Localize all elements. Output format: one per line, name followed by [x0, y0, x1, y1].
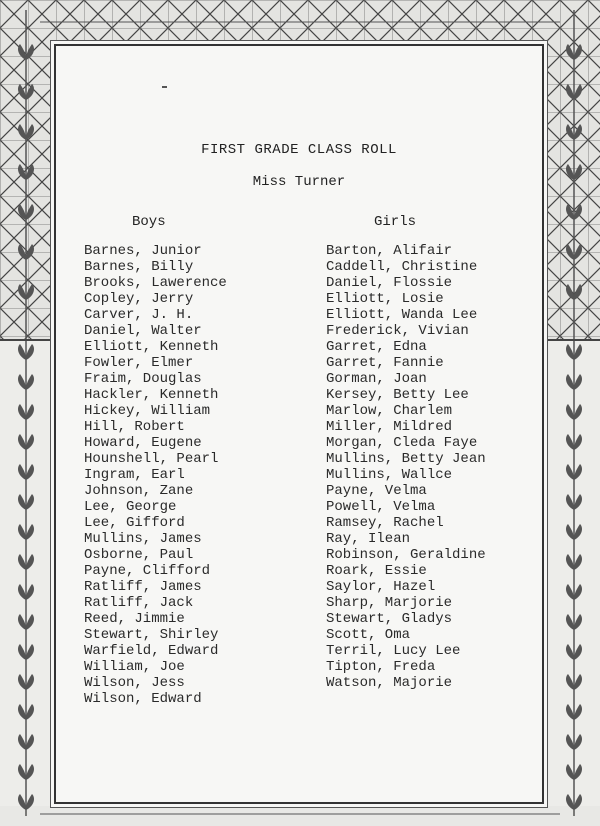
list-item: Wilson, Jess — [84, 675, 185, 691]
list-item: Copley, Jerry — [84, 291, 194, 307]
list-item: Frederick, Vivian — [326, 323, 469, 339]
list-item: Osborne, Paul — [84, 547, 194, 563]
ink-speck — [162, 86, 167, 88]
class-roll-sheet — [54, 44, 544, 804]
page-title: FIRST GRADE CLASS ROLL — [201, 142, 397, 158]
girls-column — [326, 214, 486, 691]
list-item: Saylor, Hazel — [326, 579, 436, 595]
list-item: Robinson, Geraldine — [326, 547, 486, 563]
teacher-name: Miss Turner — [252, 174, 346, 190]
list-item: Daniel, Flossie — [326, 275, 453, 291]
list-item: Carver, J. H. — [84, 307, 194, 323]
girls-list — [326, 243, 486, 691]
list-item: Mullins, Betty Jean — [326, 451, 486, 467]
list-item: Hill, Robert — [84, 419, 185, 435]
list-item: Barnes, Junior — [84, 243, 202, 259]
list-item: Kersey, Betty Lee — [326, 387, 469, 403]
list-item: Powell, Velma — [326, 499, 436, 515]
list-item: Lee, George — [84, 499, 177, 515]
girls-header: Girls — [374, 214, 417, 230]
list-item: Ratliff, Jack — [84, 595, 194, 611]
list-item: Sharp, Marjorie — [326, 595, 453, 611]
list-item: Tipton, Freda — [326, 659, 436, 675]
list-item: Reed, Jimmie — [84, 611, 185, 627]
list-item: Wilson, Edward — [84, 691, 202, 707]
list-item: Roark, Essie — [326, 563, 427, 579]
list-item: Brooks, Lawerence — [84, 275, 227, 291]
list-item: Daniel, Walter — [84, 323, 202, 339]
list-item: Hickey, William — [84, 403, 211, 419]
list-item: Fowler, Elmer — [84, 355, 194, 371]
list-item: Ray, Ilean — [326, 531, 411, 547]
list-item: Hackler, Kenneth — [84, 387, 219, 403]
list-item: Hounshell, Pearl — [84, 451, 219, 467]
boys-column — [84, 214, 227, 707]
list-item: Ratliff, James — [84, 579, 202, 595]
list-item: Miller, Mildred — [326, 419, 453, 435]
list-item: Terril, Lucy Lee — [326, 643, 461, 659]
list-item: Caddell, Christine — [326, 259, 478, 275]
list-item: Gorman, Joan — [326, 371, 427, 387]
list-item: Marlow, Charlem — [326, 403, 453, 419]
list-item: William, Joe — [84, 659, 185, 675]
list-item: Watson, Majorie — [326, 675, 453, 691]
list-item: Elliott, Wanda Lee — [326, 307, 478, 323]
boys-list — [84, 243, 227, 707]
list-item: Garret, Fannie — [326, 355, 444, 371]
list-item: Stewart, Gladys — [326, 611, 453, 627]
list-item: Morgan, Cleda Faye — [326, 435, 478, 451]
list-item: Fraim, Douglas — [84, 371, 202, 387]
list-item: Barton, Alifair — [326, 243, 453, 259]
list-item: Scott, Oma — [326, 627, 411, 643]
list-item: Johnson, Zane — [84, 483, 194, 499]
list-item: Garret, Edna — [326, 339, 427, 355]
list-item: Barnes, Billy — [84, 259, 194, 275]
list-item: Payne, Clifford — [84, 563, 211, 579]
list-item: Ingram, Earl — [84, 467, 185, 483]
list-item: Mullins, James — [84, 531, 202, 547]
list-item: Payne, Velma — [326, 483, 427, 499]
boys-header: Boys — [132, 214, 166, 230]
list-item: Stewart, Shirley — [84, 627, 219, 643]
list-item: Warfield, Edward — [84, 643, 219, 659]
list-item: Lee, Gifford — [84, 515, 185, 531]
list-item: Elliott, Losie — [326, 291, 444, 307]
list-item: Elliott, Kenneth — [84, 339, 219, 355]
list-item: Mullins, Wallce — [326, 467, 453, 483]
list-item: Howard, Eugene — [84, 435, 202, 451]
list-item: Ramsey, Rachel — [326, 515, 444, 531]
